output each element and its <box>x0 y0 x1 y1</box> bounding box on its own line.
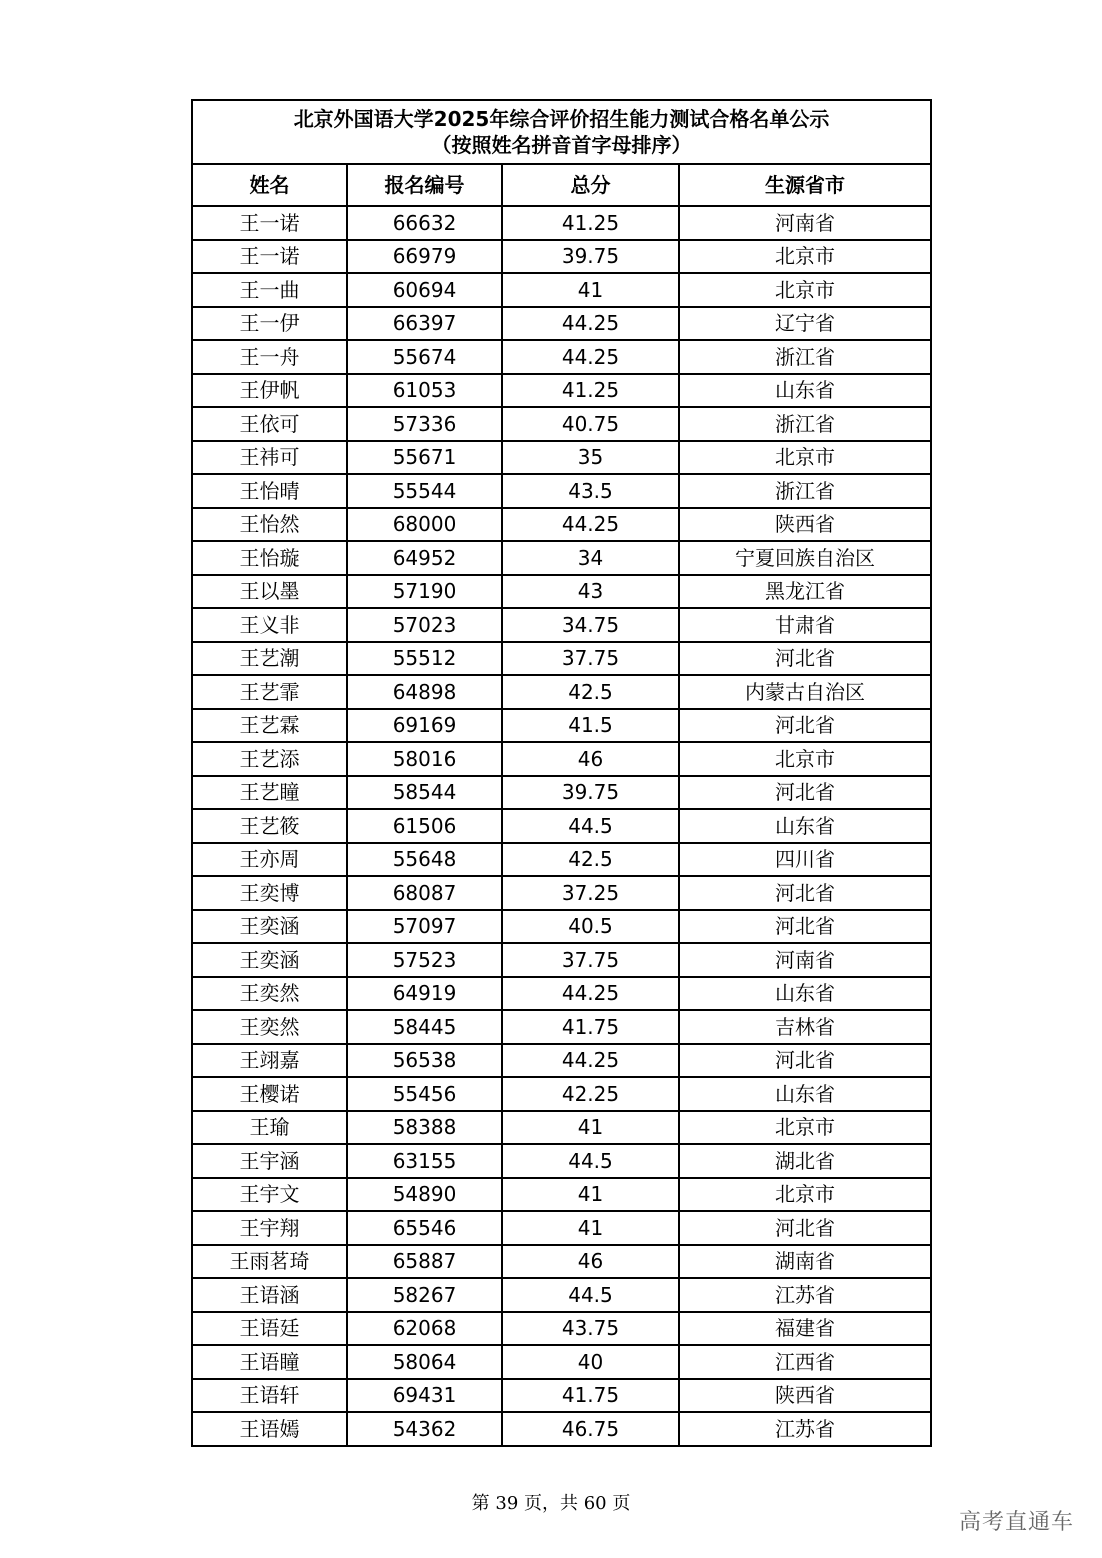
table-row <box>192 1245 931 1279</box>
cell-id: 57023 <box>347 608 502 642</box>
table-title <box>192 100 931 164</box>
cell-province: 北京市 <box>679 441 931 475</box>
cell-name: 王奕博 <box>192 876 347 910</box>
cell-score: 42.5 <box>502 675 679 709</box>
cell-id: 64952 <box>347 541 502 575</box>
table-row <box>192 910 931 944</box>
cell-province: 吉林省 <box>679 1010 931 1044</box>
cell-province: 河北省 <box>679 642 931 676</box>
table-row <box>192 675 931 709</box>
cell-province: 江苏省 <box>679 1278 931 1312</box>
cell-score: 37.25 <box>502 876 679 910</box>
cell-name: 王艺潮 <box>192 642 347 676</box>
table-row <box>192 642 931 676</box>
cell-name: 王语涵 <box>192 1278 347 1312</box>
cell-province: 山东省 <box>679 809 931 843</box>
table-row <box>192 709 931 743</box>
cell-score: 39.75 <box>502 776 679 810</box>
cell-score: 41 <box>502 1178 679 1212</box>
cell-province: 浙江省 <box>679 340 931 374</box>
cell-score: 41 <box>502 273 679 307</box>
table-row <box>192 1278 931 1312</box>
cell-id: 55674 <box>347 340 502 374</box>
cell-name: 王翊嘉 <box>192 1044 347 1078</box>
table-row <box>192 843 931 877</box>
column-header-name: 姓名 <box>192 164 347 206</box>
cell-id: 57523 <box>347 943 502 977</box>
cell-id: 69169 <box>347 709 502 743</box>
cell-score: 40 <box>502 1345 679 1379</box>
table-row <box>192 575 931 609</box>
cell-score: 41.25 <box>502 374 679 408</box>
cell-score: 34.75 <box>502 608 679 642</box>
cell-province: 山东省 <box>679 1077 931 1111</box>
cell-score: 41.75 <box>502 1379 679 1413</box>
cell-score: 41.5 <box>502 709 679 743</box>
cell-province: 浙江省 <box>679 474 931 508</box>
cell-score: 44.25 <box>502 508 679 542</box>
cell-name: 王奕涵 <box>192 943 347 977</box>
cell-name: 王艺瞳 <box>192 776 347 810</box>
cell-id: 65546 <box>347 1211 502 1245</box>
cell-name: 王奕然 <box>192 1010 347 1044</box>
cell-id: 57190 <box>347 575 502 609</box>
table-row <box>192 1345 931 1379</box>
cell-id: 54890 <box>347 1178 502 1212</box>
table-row <box>192 809 931 843</box>
cell-id: 56538 <box>347 1044 502 1078</box>
table-row <box>192 608 931 642</box>
table-row <box>192 273 931 307</box>
cell-name: 王语廷 <box>192 1312 347 1346</box>
cell-name: 王樱诺 <box>192 1077 347 1111</box>
table-row <box>192 1044 931 1078</box>
table-row <box>192 240 931 274</box>
table-row <box>192 1178 931 1212</box>
cell-name: 王亦周 <box>192 843 347 877</box>
cell-score: 44.25 <box>502 977 679 1011</box>
cell-score: 46.75 <box>502 1412 679 1446</box>
cell-name: 王一曲 <box>192 273 347 307</box>
table-row <box>192 1312 931 1346</box>
cell-score: 43 <box>502 575 679 609</box>
cell-name: 王语嫣 <box>192 1412 347 1446</box>
cell-name: 王一诺 <box>192 240 347 274</box>
table-row <box>192 340 931 374</box>
cell-score: 41 <box>502 1111 679 1145</box>
table-row <box>192 307 931 341</box>
cell-province: 北京市 <box>679 240 931 274</box>
cell-id: 66632 <box>347 206 502 240</box>
cell-id: 60694 <box>347 273 502 307</box>
cell-name: 王艺霖 <box>192 709 347 743</box>
cell-score: 44.5 <box>502 809 679 843</box>
cell-score: 43.5 <box>502 474 679 508</box>
cell-name: 王奕然 <box>192 977 347 1011</box>
cell-score: 37.75 <box>502 642 679 676</box>
cell-score: 42.5 <box>502 843 679 877</box>
table-row <box>192 1144 931 1178</box>
cell-score: 40.5 <box>502 910 679 944</box>
column-header-score: 总分 <box>502 164 679 206</box>
cell-score: 46 <box>502 742 679 776</box>
cell-id: 62068 <box>347 1312 502 1346</box>
column-header-row <box>192 164 931 206</box>
cell-province: 河南省 <box>679 943 931 977</box>
cell-province: 湖南省 <box>679 1245 931 1279</box>
title-line-2: （按照姓名拼音首字母排序） <box>431 133 692 157</box>
cell-name: 王宇涵 <box>192 1144 347 1178</box>
table-row <box>192 1211 931 1245</box>
cell-name: 王艺添 <box>192 742 347 776</box>
cell-name: 王义非 <box>192 608 347 642</box>
table-row <box>192 474 931 508</box>
cell-province: 浙江省 <box>679 407 931 441</box>
table-row <box>192 1077 931 1111</box>
cell-name: 王祎可 <box>192 441 347 475</box>
cell-province: 河南省 <box>679 206 931 240</box>
admission-list-table <box>191 99 932 1447</box>
column-header-id: 报名编号 <box>347 164 502 206</box>
cell-province: 山东省 <box>679 374 931 408</box>
cell-province: 福建省 <box>679 1312 931 1346</box>
table-row <box>192 776 931 810</box>
cell-id: 66979 <box>347 240 502 274</box>
cell-province: 宁夏回族自治区 <box>679 541 931 575</box>
cell-name: 王雨茗琦 <box>192 1245 347 1279</box>
table-row <box>192 742 931 776</box>
title-line-1: 北京外国语大学2025年综合评价招生能力测试合格名单公示 <box>293 107 830 131</box>
page-number: 第 39 页，共 60 页 <box>471 1493 631 1514</box>
cell-name: 王以墨 <box>192 575 347 609</box>
cell-province: 辽宁省 <box>679 307 931 341</box>
table-row <box>192 1379 931 1413</box>
cell-province: 北京市 <box>679 273 931 307</box>
table-row <box>192 1010 931 1044</box>
table-row <box>192 441 931 475</box>
cell-id: 58064 <box>347 1345 502 1379</box>
cell-name: 王怡然 <box>192 508 347 542</box>
cell-province: 甘肃省 <box>679 608 931 642</box>
table-row <box>192 876 931 910</box>
cell-name: 王一伊 <box>192 307 347 341</box>
table-row <box>192 206 931 240</box>
cell-score: 43.75 <box>502 1312 679 1346</box>
cell-id: 68087 <box>347 876 502 910</box>
table-row <box>192 541 931 575</box>
cell-score: 44.25 <box>502 1044 679 1078</box>
cell-id: 55544 <box>347 474 502 508</box>
cell-id: 66397 <box>347 307 502 341</box>
table-row <box>192 977 931 1011</box>
cell-name: 王瑜 <box>192 1111 347 1145</box>
cell-province: 山东省 <box>679 977 931 1011</box>
cell-id: 55671 <box>347 441 502 475</box>
cell-id: 58016 <box>347 742 502 776</box>
cell-score: 46 <box>502 1245 679 1279</box>
cell-name: 王语瞳 <box>192 1345 347 1379</box>
cell-name: 王依可 <box>192 407 347 441</box>
cell-id: 68000 <box>347 508 502 542</box>
cell-id: 58267 <box>347 1278 502 1312</box>
cell-province: 河北省 <box>679 876 931 910</box>
cell-province: 内蒙古自治区 <box>679 675 931 709</box>
cell-name: 王怡晴 <box>192 474 347 508</box>
cell-id: 54362 <box>347 1412 502 1446</box>
table-row <box>192 508 931 542</box>
cell-id: 61053 <box>347 374 502 408</box>
cell-province: 陕西省 <box>679 508 931 542</box>
cell-province: 江苏省 <box>679 1412 931 1446</box>
cell-id: 55512 <box>347 642 502 676</box>
cell-score: 42.25 <box>502 1077 679 1111</box>
table-row <box>192 1111 931 1145</box>
cell-province: 陕西省 <box>679 1379 931 1413</box>
cell-score: 41.75 <box>502 1010 679 1044</box>
cell-id: 58445 <box>347 1010 502 1044</box>
cell-province: 湖北省 <box>679 1144 931 1178</box>
cell-province: 河北省 <box>679 709 931 743</box>
cell-id: 58388 <box>347 1111 502 1145</box>
cell-score: 35 <box>502 441 679 475</box>
cell-province: 河北省 <box>679 1211 931 1245</box>
cell-name: 王奕涵 <box>192 910 347 944</box>
cell-id: 65887 <box>347 1245 502 1279</box>
cell-id: 61506 <box>347 809 502 843</box>
cell-score: 40.75 <box>502 407 679 441</box>
cell-province: 河北省 <box>679 776 931 810</box>
cell-score: 39.75 <box>502 240 679 274</box>
cell-name: 王伊帆 <box>192 374 347 408</box>
cell-province: 江西省 <box>679 1345 931 1379</box>
cell-score: 37.75 <box>502 943 679 977</box>
table-row <box>192 943 931 977</box>
cell-score: 44.5 <box>502 1144 679 1178</box>
cell-name: 王艺霏 <box>192 675 347 709</box>
cell-name: 王怡璇 <box>192 541 347 575</box>
cell-id: 58544 <box>347 776 502 810</box>
cell-id: 63155 <box>347 1144 502 1178</box>
cell-province: 河北省 <box>679 1044 931 1078</box>
cell-name: 王艺筱 <box>192 809 347 843</box>
cell-id: 69431 <box>347 1379 502 1413</box>
cell-province: 北京市 <box>679 1178 931 1212</box>
cell-score: 34 <box>502 541 679 575</box>
cell-name: 王一舟 <box>192 340 347 374</box>
table-row <box>192 407 931 441</box>
cell-id: 64919 <box>347 977 502 1011</box>
watermark: 高考直通车 <box>958 1510 1074 1535</box>
cell-score: 41 <box>502 1211 679 1245</box>
table-row <box>192 1412 931 1446</box>
cell-id: 55456 <box>347 1077 502 1111</box>
cell-name: 王一诺 <box>192 206 347 240</box>
cell-score: 44.25 <box>502 307 679 341</box>
cell-id: 57097 <box>347 910 502 944</box>
cell-id: 64898 <box>347 675 502 709</box>
cell-name: 王宇文 <box>192 1178 347 1212</box>
cell-province: 河北省 <box>679 910 931 944</box>
cell-score: 41.25 <box>502 206 679 240</box>
cell-name: 王宇翔 <box>192 1211 347 1245</box>
cell-id: 55648 <box>347 843 502 877</box>
cell-score: 44.5 <box>502 1278 679 1312</box>
cell-province: 北京市 <box>679 1111 931 1145</box>
cell-province: 黑龙江省 <box>679 575 931 609</box>
cell-province: 北京市 <box>679 742 931 776</box>
column-header-province: 生源省市 <box>679 164 931 206</box>
cell-id: 57336 <box>347 407 502 441</box>
cell-province: 四川省 <box>679 843 931 877</box>
cell-score: 44.25 <box>502 340 679 374</box>
cell-name: 王语轩 <box>192 1379 347 1413</box>
table-row <box>192 374 931 408</box>
